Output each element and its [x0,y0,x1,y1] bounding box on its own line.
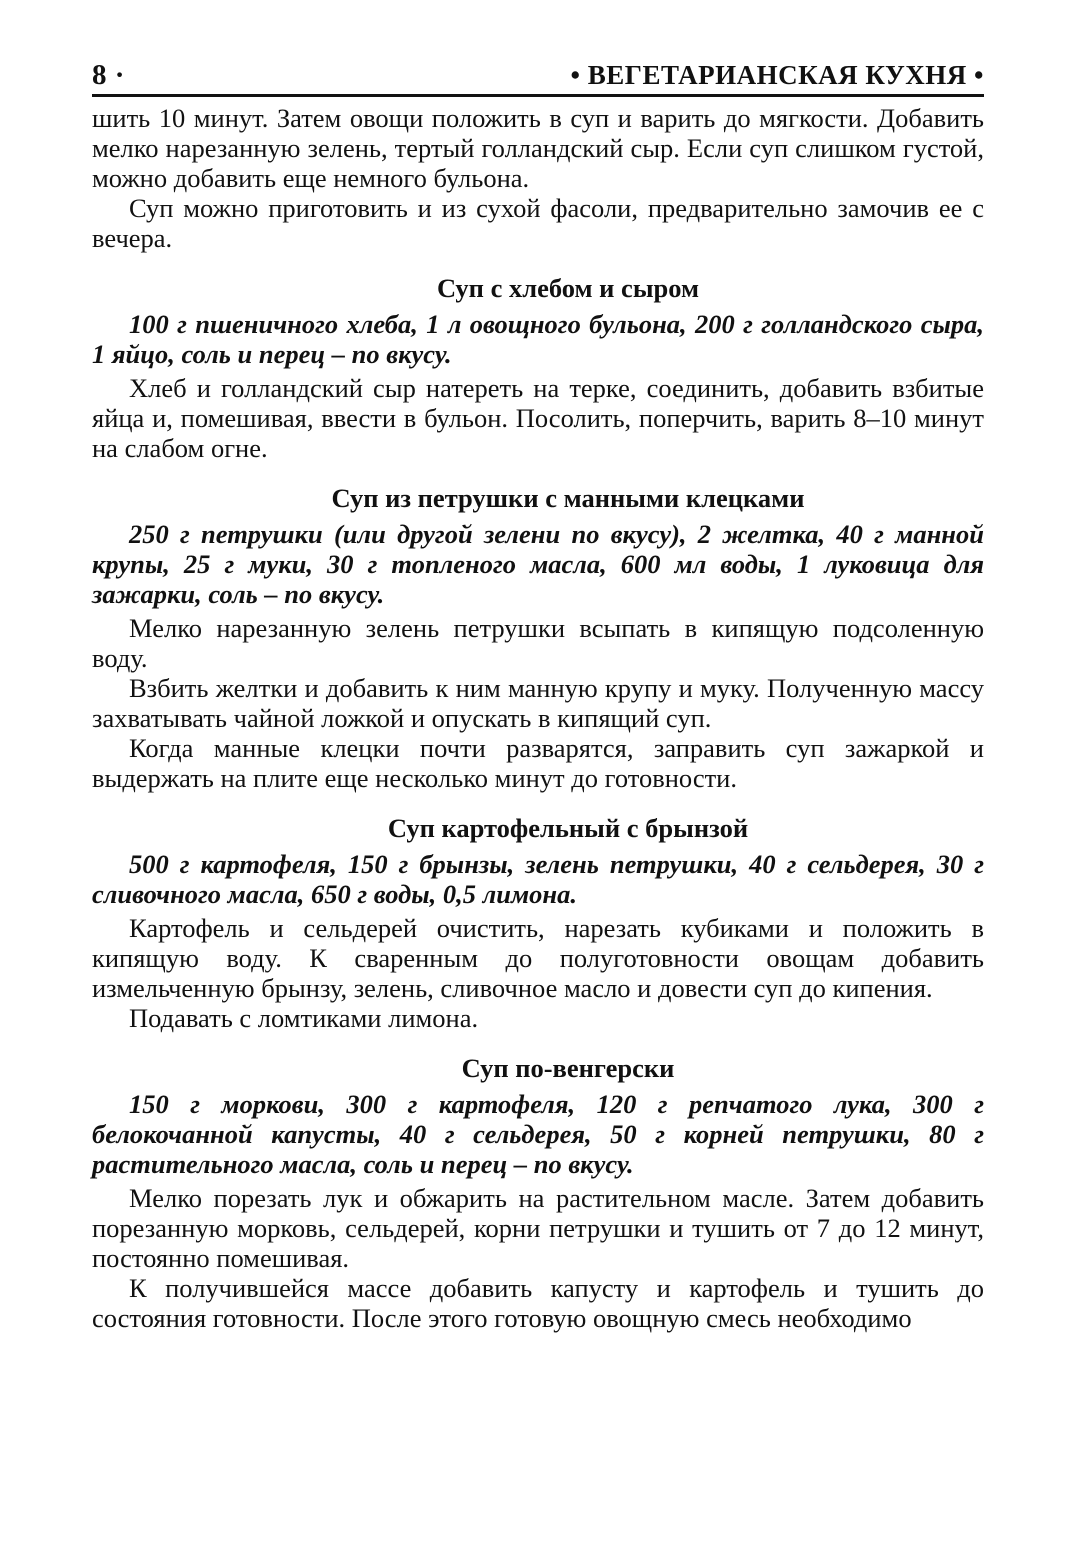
running-header [92,58,984,97]
ingredients-list: 100 г пшеничного хлеба, 1 л овощного бульона, 200 г голландского сыра, 1 яйцо, соль и перец – по вкусу. [92,309,984,369]
paragraph: Суп можно приготовить и из сухой фасоли, предварительно замочив ее с вечера. [92,193,984,253]
recipe-step: Картофель и сельдерей очистить, нарезать кубиками и положить в кипящую воду. К сваренным до полуготовности овощам добавить измельченную брынзу, зелень, сливочное масло и довести суп до кипения. [92,913,984,1003]
recipe-step: Мелко порезать лук и обжарить на растительном масле. Затем добавить порезанную морковь, сельдерей, корни петрушки и тушить от 7 до 12 минут, постоянно помешивая. [92,1183,984,1273]
running-title: • ВЕГЕТАРИАНСКАЯ КУХНЯ • [570,60,984,90]
recipe-title: Суп из петрушки с манными клецками [331,483,805,513]
recipe-step: Хлеб и голландский сыр натереть на терке, соединить, добавить взбитые яйца и, помешивая, ввести в бульон. Посолить, поперчить, варить 8–10 минут на слабом огне. [92,373,984,463]
recipe-step: Когда манные клецки почти разварятся, заправить суп зажаркой и выдержать на плите еще несколько минут до готовности. [92,733,984,793]
paragraph: шить 10 минут. Затем овощи положить в суп и варить до мягкости. Добавить мелко нарезанную зелень, тертый голландский сыр. Если суп слишком густой, можно добавить еще немного бульона. [92,103,984,193]
page-number: 8 · [92,59,125,91]
recipe-parsley-soup [92,483,984,793]
ingredients-list: 250 г петрушки (или другой зелени по вкусу), 2 желтка, 40 г манной крупы, 25 г муки, 30 г топленого масла, 600 мл воды, 1 луковица для зажарки, соль – по вкусу. [92,519,984,609]
recipe-title: Суп картофельный с брынзой [387,813,749,843]
recipe-bread-cheese-soup [92,273,984,463]
recipe-title: Суп с хлебом и сыром [436,273,700,303]
recipe-potato-brynza-soup [92,813,984,1033]
recipe-step: Подавать с ломтиками лимона. [129,1003,479,1033]
ingredients-list: 500 г картофеля, 150 г брынзы, зелень петрушки, 40 г сельдерея, 30 г сливочного масла, 650 г воды, 0,5 лимона. [92,849,984,909]
recipe-hungarian-soup [92,1053,984,1333]
recipe-step: К получившейся массе добавить капусту и картофель и тушить до состояния готовности. После этого готовую овощную смесь необходимо [92,1273,984,1333]
recipe-title: Суп по-венгерски [461,1053,675,1083]
recipe-step: Взбить желтки и добавить к ним манную крупу и муку. Полученную массу захватывать чайной ложкой и опускать в кипящий суп. [92,673,984,733]
recipe-step: Мелко нарезанную зелень петрушки всыпать в кипящую подсоленную воду. [92,613,984,673]
ingredients-list: 150 г моркови, 300 г картофеля, 120 г репчатого лука, 300 г белокочанной капусты, 40 г сельдерея, 50 г корней петрушки, 80 г растительного масла, соль и перец – по вкусу. [92,1089,984,1179]
book-page [92,58,984,1333]
